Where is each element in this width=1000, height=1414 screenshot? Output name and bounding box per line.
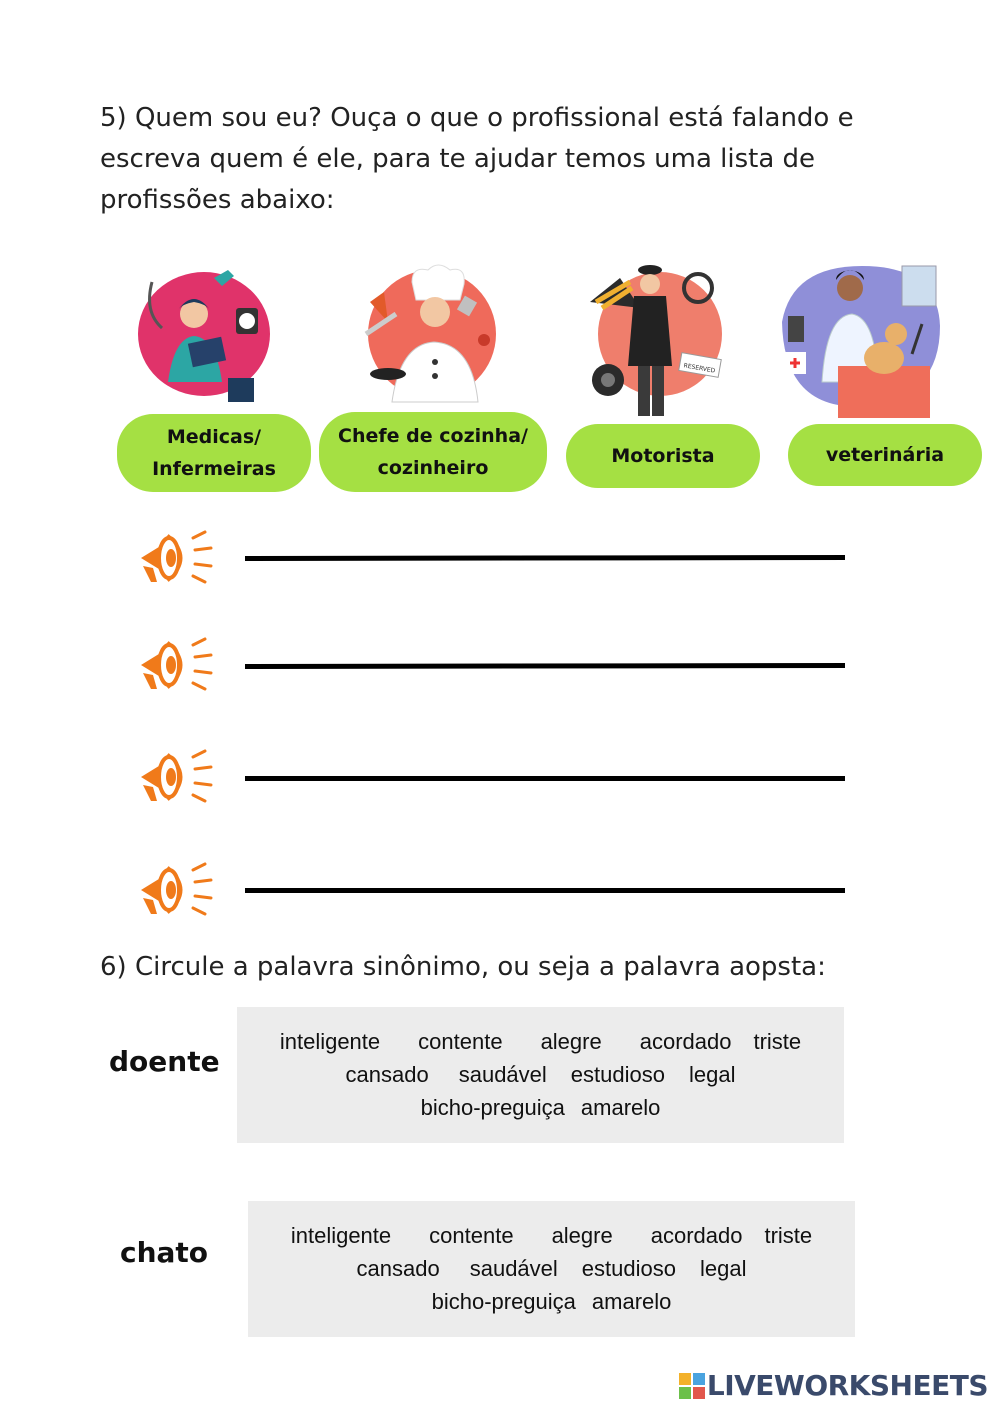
answer-row-3 — [135, 747, 855, 817]
chef-illustration — [352, 262, 502, 422]
word-line-2 — [237, 1058, 844, 1091]
liveworksheets-logo — [679, 1369, 988, 1402]
veterinarian-illustration — [772, 262, 944, 422]
profession-label-doctor-nurse-line-2: Infermeiras — [152, 458, 276, 480]
word-option[interactable]: cansado — [356, 1256, 440, 1281]
question-5-text — [100, 98, 890, 221]
profession-label-veterinarian[interactable] — [788, 424, 982, 486]
word-label-doente: doente — [109, 1045, 220, 1078]
answer-line[interactable] — [245, 663, 845, 669]
word-option[interactable]: acordado — [650, 1223, 743, 1248]
answer-row-1 — [135, 528, 855, 598]
profession-label-driver[interactable] — [566, 424, 760, 488]
word-box-doente — [237, 1007, 844, 1143]
word-option[interactable]: alegre — [540, 1029, 602, 1054]
word-option[interactable]: bicho-preguiça — [431, 1289, 576, 1314]
question-5-line-3: profissões abaixo: — [100, 185, 335, 215]
megaphone-icon[interactable] — [135, 747, 219, 807]
word-option[interactable]: legal — [688, 1062, 736, 1087]
word-line-2 — [248, 1252, 855, 1285]
liveworksheets-brand-text: LIVEWORKSHEETS — [706, 1369, 988, 1402]
word-option[interactable]: triste — [753, 1029, 802, 1054]
word-option[interactable]: legal — [699, 1256, 747, 1281]
profession-label-driver-line-1: Motorista — [611, 445, 715, 467]
megaphone-icon[interactable] — [135, 860, 219, 920]
profession-label-doctor-nurse-line-1: Medicas/ — [166, 426, 262, 448]
word-option[interactable]: cansado — [345, 1062, 429, 1087]
word-label-chato: chato — [120, 1236, 209, 1269]
profession-label-chef[interactable] — [319, 412, 547, 492]
megaphone-icon[interactable] — [135, 528, 219, 588]
megaphone-icon[interactable] — [135, 635, 219, 695]
word-box-chato — [248, 1201, 855, 1337]
question-5-line-2: escreva quem é ele, para te ajudar temos uma lista de — [100, 144, 816, 174]
answer-line[interactable] — [245, 555, 845, 561]
svg-text:RESERVED: RESERVED — [683, 362, 716, 375]
word-option[interactable]: contente — [429, 1223, 514, 1248]
answer-row-2 — [135, 635, 855, 705]
word-option[interactable]: contente — [418, 1029, 503, 1054]
question-5-line-1: 5) Quem sou eu? Ouça o que o profissional está falando e — [100, 103, 854, 133]
word-option[interactable]: saudável — [469, 1256, 558, 1281]
answer-line[interactable] — [245, 888, 845, 893]
word-option[interactable]: inteligente — [279, 1029, 381, 1054]
liveworksheets-logo-icon — [679, 1373, 705, 1399]
profession-label-doctor-nurse[interactable] — [117, 414, 311, 492]
word-option[interactable]: acordado — [639, 1029, 732, 1054]
word-option[interactable]: saudável — [458, 1062, 547, 1087]
word-option[interactable]: estudioso — [570, 1062, 665, 1087]
profession-label-chef-line-2: cozinheiro — [377, 457, 489, 479]
question-6-text: 6) Circule a palavra sinônimo, ou seja a palavra aopsta: — [100, 952, 826, 982]
word-option[interactable]: inteligente — [290, 1223, 392, 1248]
answer-line[interactable] — [245, 776, 845, 781]
word-line-3 — [248, 1285, 855, 1318]
word-line-1 — [248, 1219, 855, 1252]
word-option[interactable]: amarelo — [580, 1095, 661, 1120]
answer-row-4 — [135, 860, 855, 930]
word-option[interactable]: estudioso — [581, 1256, 676, 1281]
chauffeur-illustration — [580, 262, 730, 422]
word-line-3 — [237, 1091, 844, 1124]
word-option[interactable]: amarelo — [591, 1289, 672, 1314]
doctor-nurse-illustration — [132, 262, 282, 422]
profession-label-chef-line-1: Chefe de cozinha/ — [338, 425, 528, 447]
word-line-1 — [237, 1025, 844, 1058]
word-option[interactable]: triste — [764, 1223, 813, 1248]
word-option[interactable]: alegre — [551, 1223, 613, 1248]
word-option[interactable]: bicho-preguiça — [420, 1095, 565, 1120]
profession-label-veterinarian-line-1: veterinária — [825, 444, 945, 466]
